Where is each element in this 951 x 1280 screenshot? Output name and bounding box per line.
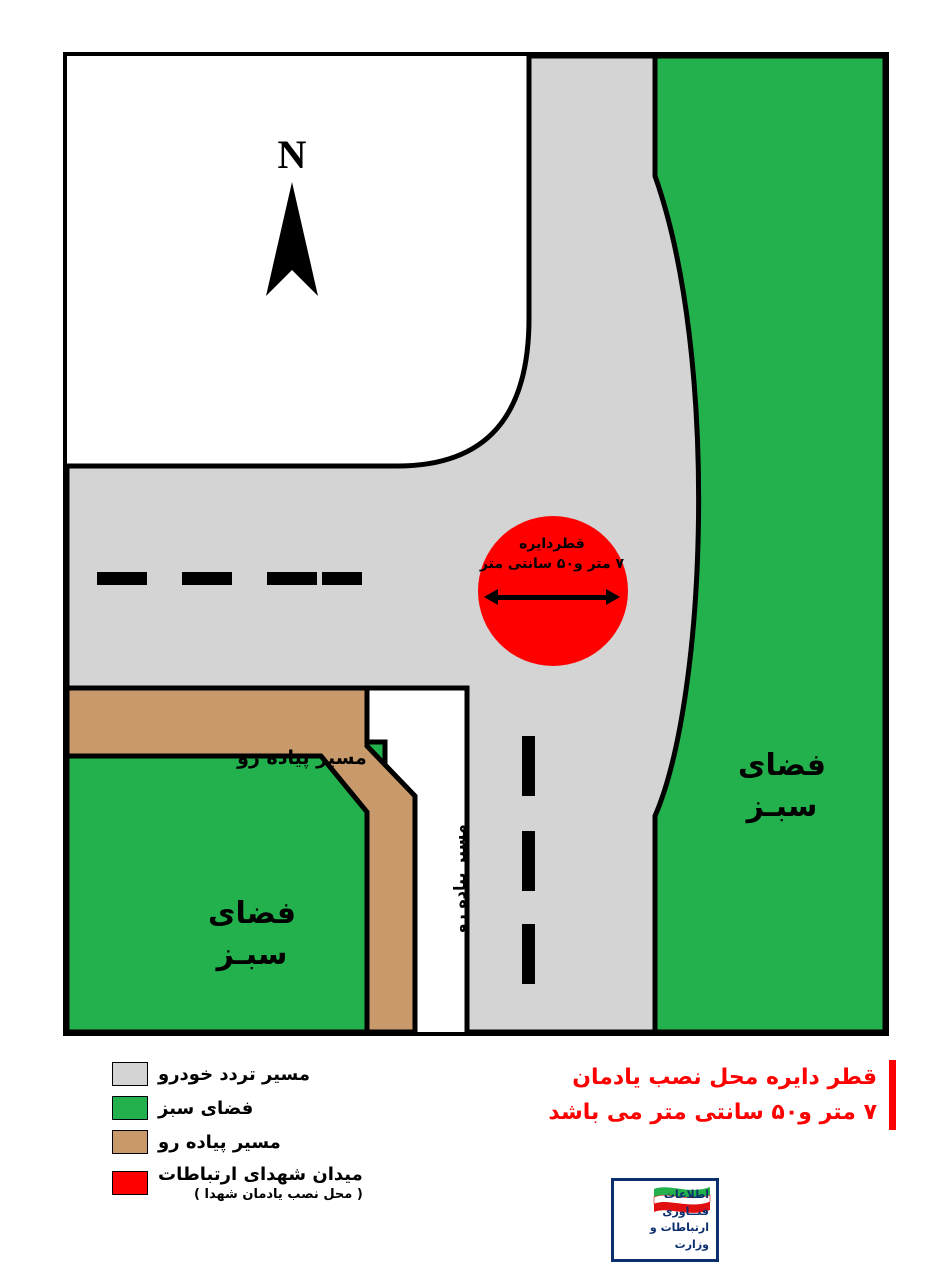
legend-item-sublabel: ( محل نصب یادمان شهدا ) [194,1187,363,1202]
circle-callout-line2: ۷ متر و۵۰ سانتی متر [479,556,625,573]
legend-item-label: فضای سبز [158,1097,254,1119]
circle-callout-line1: قطردایره [519,536,585,552]
legend-item-label: مسیر پیاده رو [158,1131,281,1153]
logo-line-2: فنــاوری [662,1204,709,1218]
ministry-ict-logo [611,1178,719,1262]
note-line-2: ۷ متر و۵۰ سانتی متر می باشد [548,1100,877,1126]
label-green-space-left: فضای سبـز [208,896,296,972]
north-arrow-icon [262,178,322,298]
compass-letter: N [277,132,307,177]
circle-callout-text [472,534,632,575]
label-sidewalk-top: مسیر پیاده رو [237,747,367,769]
logo-text [614,1181,716,1259]
legend-item [112,1096,442,1120]
legend-swatch [112,1171,148,1195]
note-callout [496,1060,896,1130]
logo-line-1: اطلاعات [663,1188,709,1201]
logo-line-4: وزارت [674,1237,709,1251]
legend [112,1062,442,1212]
legend-item [112,1130,442,1154]
logo-line-3: ارتباطات و [649,1221,709,1234]
note-line-1: قطر دایره محل نصب یادمان [572,1065,877,1090]
legend-item-label: میدان شهدای ارتباطات [158,1164,363,1185]
legend-item-label: مسیر تردد خودرو [158,1063,311,1085]
legend-item [112,1164,442,1202]
legend-swatch [112,1096,148,1120]
legend-item [112,1062,442,1086]
legend-swatch [112,1062,148,1086]
map-frame [63,52,889,1036]
double-arrow-icon [482,587,622,607]
label-green-space-right: فضای سبـز [738,748,826,824]
label-sidewalk-vertical: مسیر پیاده رو [450,824,470,934]
compass [247,131,337,331]
legend-swatch [112,1130,148,1154]
